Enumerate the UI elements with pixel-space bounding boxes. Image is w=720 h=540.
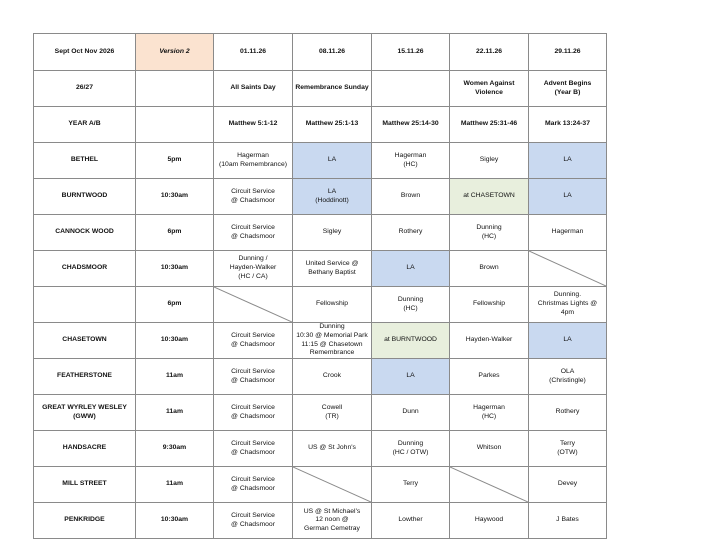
preacher-text: LA <box>563 192 572 200</box>
preacher-cell <box>529 395 607 431</box>
preacher-text: Dunning / Hayden-Walker (HC / CA) <box>229 255 277 280</box>
preacher-cell <box>214 251 293 287</box>
preacher-cell <box>293 287 372 323</box>
preacher-text: Circuit Service @ Chadsmoor <box>231 511 275 528</box>
service-time: 11am <box>136 395 214 431</box>
no-service-cell <box>450 467 529 503</box>
preacher-cell <box>529 467 607 503</box>
empty-cell <box>136 71 214 107</box>
diagonal-strike <box>450 467 528 502</box>
service-time: 11am <box>136 359 214 395</box>
diagonal-strike <box>293 467 371 502</box>
preacher-cell <box>214 359 293 395</box>
preacher-cell <box>293 143 372 179</box>
preacher-cell <box>214 323 293 359</box>
diagonal-strike <box>214 287 292 322</box>
no-service-cell <box>529 251 607 287</box>
preacher-cell <box>450 323 529 359</box>
preacher-cell <box>293 179 372 215</box>
preacher-text: US @ St John's <box>308 444 356 452</box>
preacher-cell <box>372 143 450 179</box>
preacher-text: at CHASETOWN <box>463 192 515 200</box>
table-row <box>34 323 607 359</box>
service-time: 10:30am <box>136 503 214 539</box>
service-time: 5pm <box>136 143 214 179</box>
preacher-cell <box>293 251 372 287</box>
church-name: PENKRIDGE <box>34 503 136 539</box>
reading-header: Matthew 25:14-30 <box>372 107 450 143</box>
preacher-text: Circuit Service @ Chadsmoor <box>231 331 275 348</box>
preacher-cell <box>214 503 293 539</box>
church-name: HANDSACRE <box>34 431 136 467</box>
preacher-cell <box>529 503 607 539</box>
preacher-cell <box>450 359 529 395</box>
date-header: 15.11.26 <box>372 34 450 71</box>
preacher-cell <box>214 395 293 431</box>
preacher-cell <box>529 323 607 359</box>
header-row-dates <box>34 34 607 71</box>
preacher-cell <box>372 251 450 287</box>
preacher-text: Fellowship <box>315 300 349 308</box>
preaching-plan-table <box>33 33 607 539</box>
preacher-text: Dunning (HC) <box>476 223 502 240</box>
preacher-text: Parkes <box>478 372 500 380</box>
preacher-text: Circuit Service @ Chadsmoor <box>231 403 275 420</box>
preacher-text: Rothery <box>555 408 580 416</box>
preacher-text: Sigley <box>322 228 342 236</box>
preacher-text: Dunning 10:30 @ Memorial Park 11:15 @ Chasetown Remembrance <box>296 323 368 357</box>
service-time: 10:30am <box>136 179 214 215</box>
preacher-text: Hagerman (HC) <box>394 151 427 168</box>
header-row-occasions <box>34 71 607 107</box>
preacher-text: Hagerman (10am Remembrance) <box>219 151 287 168</box>
table-row <box>34 395 607 431</box>
preacher-text: LA (Hoddinott) <box>315 187 349 204</box>
preacher-cell <box>372 215 450 251</box>
preacher-text: Dunning. Christmas Lights @ 4pm <box>537 291 598 316</box>
occasion-header <box>372 71 450 107</box>
preacher-text: Hagerman (HC) <box>473 403 505 420</box>
preacher-text: Crook <box>322 372 342 380</box>
preacher-text: Dunning (HC / OTW) <box>392 439 429 456</box>
preacher-text: LA <box>406 264 415 272</box>
preacher-cell <box>293 359 372 395</box>
preacher-text: Circuit Service @ Chadsmoor <box>231 475 275 492</box>
preacher-text: United Service @ Bethany Baptist <box>305 259 359 276</box>
preacher-cell <box>293 395 372 431</box>
reading-header: Matthew 25:31-46 <box>450 107 529 143</box>
preacher-cell <box>450 251 529 287</box>
preacher-cell <box>450 179 529 215</box>
reading-header: Matthew 5:1-12 <box>214 107 293 143</box>
occasion-header: All Saints Day <box>214 71 293 107</box>
preacher-text: Hayden-Walker <box>465 336 513 344</box>
preacher-cell <box>372 467 450 503</box>
preacher-text: Whitson <box>476 444 502 452</box>
preacher-text: Terry (OTW) <box>557 439 578 456</box>
preacher-text: Brown <box>479 264 499 272</box>
preacher-text: Sigley <box>479 156 499 164</box>
reading-header: Mark 13:24-37 <box>529 107 607 143</box>
preacher-text: Hagerman <box>551 228 584 236</box>
occasion-header: Advent Begins (Year B) <box>529 71 607 107</box>
preacher-text: LA <box>327 156 337 164</box>
church-name: BETHEL <box>34 143 136 179</box>
preacher-cell <box>372 179 450 215</box>
preacher-cell <box>214 215 293 251</box>
preacher-cell <box>293 431 372 467</box>
service-time: 10:30am <box>136 323 214 359</box>
preacher-text: LA <box>563 336 572 344</box>
table-row <box>34 503 607 539</box>
table-row <box>34 467 607 503</box>
preacher-text: Lowther <box>398 516 423 524</box>
version-label: Version 2 <box>136 34 214 71</box>
church-name: BURNTWOOD <box>34 179 136 215</box>
church-name <box>34 287 136 323</box>
preacher-cell <box>214 179 293 215</box>
preacher-text: at BURNTWOOD <box>384 336 437 344</box>
preacher-text: Devey <box>557 480 578 488</box>
preacher-text: US @ St Michael's 12 noon @ German Cemetray <box>303 507 361 533</box>
year-label: 26/27 <box>34 71 136 107</box>
preacher-cell <box>214 143 293 179</box>
service-time: 10:30am <box>136 251 214 287</box>
date-header: 22.11.26 <box>450 34 529 71</box>
preacher-cell <box>529 215 607 251</box>
period-label: Sept Oct Nov 2026 <box>34 34 136 71</box>
preacher-cell <box>529 179 607 215</box>
church-name: GREAT WYRLEY WESLEY (GWW) <box>34 395 136 431</box>
preacher-cell <box>529 143 607 179</box>
no-service-cell <box>293 467 372 503</box>
preacher-text: Cowell (TR) <box>321 403 343 420</box>
preacher-text: Terry <box>402 480 419 488</box>
preacher-cell <box>214 467 293 503</box>
church-name: CANNOCK WOOD <box>34 215 136 251</box>
preacher-cell <box>450 287 529 323</box>
preacher-cell <box>293 323 372 359</box>
date-header: 29.11.26 <box>529 34 607 71</box>
service-time: 6pm <box>136 215 214 251</box>
preacher-cell <box>529 359 607 395</box>
preacher-text: Circuit Service @ Chadsmoor <box>231 223 275 240</box>
preacher-text: LA <box>406 372 415 380</box>
diagonal-strike <box>529 251 606 286</box>
preacher-cell <box>450 431 529 467</box>
table-row <box>34 143 607 179</box>
table-row <box>34 179 607 215</box>
preacher-cell <box>372 359 450 395</box>
table-row <box>34 215 607 251</box>
service-time: 6pm <box>136 287 214 323</box>
preacher-cell <box>372 287 450 323</box>
preacher-cell <box>372 503 450 539</box>
occasion-header: Remembrance Sunday <box>293 71 372 107</box>
preacher-text: Brown <box>400 192 421 200</box>
preacher-text: Circuit Service @ Chadsmoor <box>231 439 275 456</box>
table-row <box>34 359 607 395</box>
header-row-readings <box>34 107 607 143</box>
preacher-cell <box>529 431 607 467</box>
preacher-text: Fellowship <box>472 300 506 308</box>
table-row <box>34 287 607 323</box>
preacher-cell <box>450 395 529 431</box>
reading-header: Matthew 25:1-13 <box>293 107 372 143</box>
preacher-text: OLA (Christingle) <box>549 367 586 384</box>
preacher-text: Haywood <box>474 516 504 524</box>
preacher-cell <box>214 431 293 467</box>
occasion-header: Women Against Violence <box>450 71 529 107</box>
church-name: FEATHERSTONE <box>34 359 136 395</box>
preacher-text: Circuit Service @ Chadsmoor <box>231 367 275 384</box>
table-row <box>34 431 607 467</box>
date-header: 08.11.26 <box>293 34 372 71</box>
church-name: CHASETOWN <box>34 323 136 359</box>
preacher-text: Dunn <box>402 408 419 416</box>
date-header: 01.11.26 <box>214 34 293 71</box>
no-service-cell <box>214 287 293 323</box>
preacher-cell <box>293 215 372 251</box>
table-row <box>34 251 607 287</box>
preacher-cell <box>293 503 372 539</box>
church-name: CHADSMOOR <box>34 251 136 287</box>
service-time: 9:30am <box>136 431 214 467</box>
preacher-cell <box>450 503 529 539</box>
lectionary-label: YEAR A/B <box>34 107 136 143</box>
church-name: MILL STREET <box>34 467 136 503</box>
preacher-text: J Bates <box>556 516 579 524</box>
service-time: 11am <box>136 467 214 503</box>
preacher-cell <box>450 215 529 251</box>
preacher-cell <box>372 395 450 431</box>
empty-cell <box>136 107 214 143</box>
preacher-cell <box>372 431 450 467</box>
preacher-cell <box>372 323 450 359</box>
preacher-text: Dunning (HC) <box>397 295 424 312</box>
preacher-text: Circuit Service @ Chadsmoor <box>231 187 275 204</box>
preacher-text: LA <box>563 156 572 164</box>
preacher-cell <box>450 143 529 179</box>
preacher-text: Rothery <box>398 228 423 236</box>
preacher-cell <box>529 287 607 323</box>
